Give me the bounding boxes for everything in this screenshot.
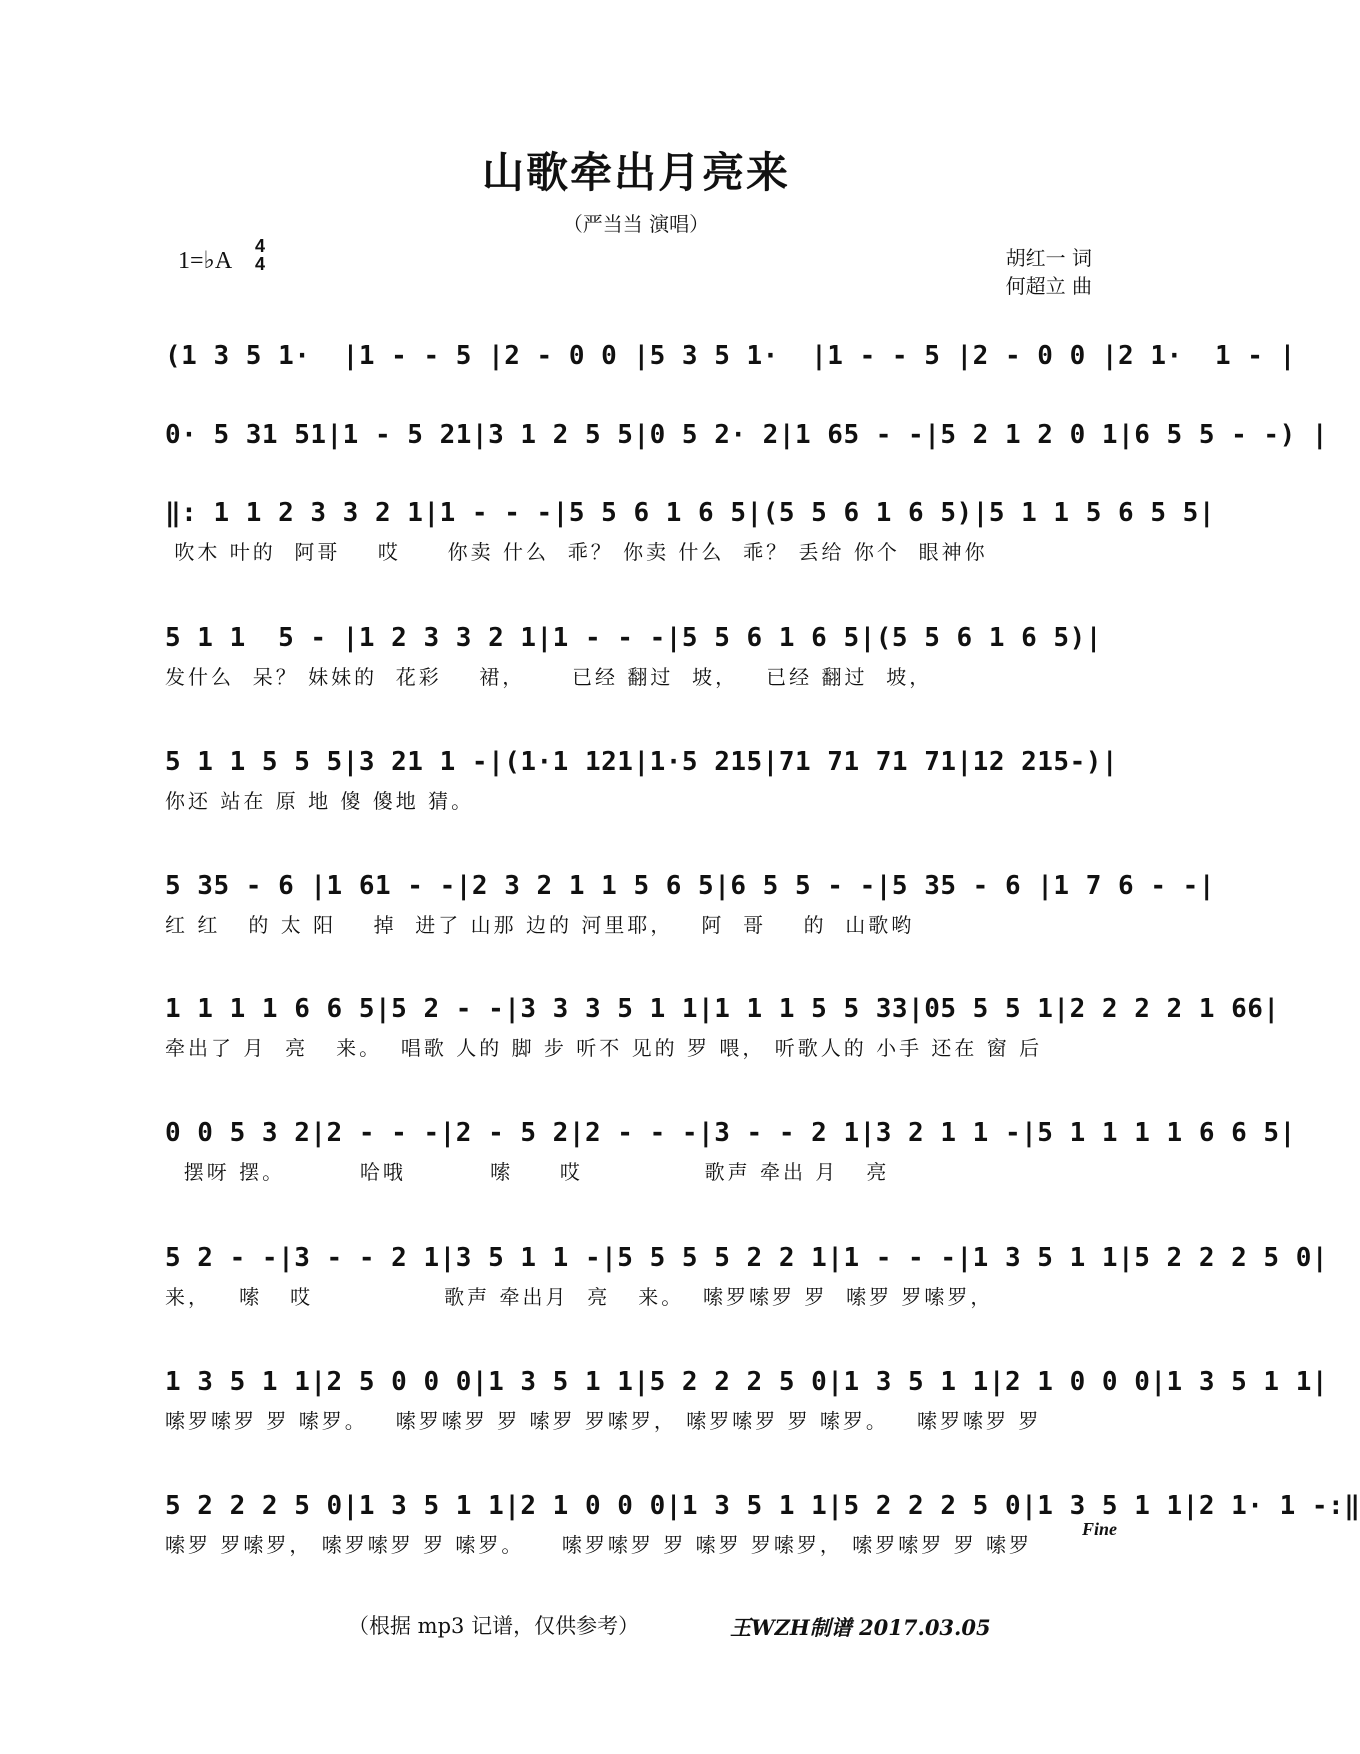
notation-line: 5 1 1 5 - |1 2 3 3 2 1|1 - - -|5 5 6 1 6 5|(5 5 6 1 6 5)| [165, 623, 1102, 653]
lyrics-line: 红 红 的 太 阳 掉 进了 山那 边的 河里耶， 阿 哥 的 山歌哟 [165, 913, 915, 937]
lyrics-line [165, 458, 1125, 490]
score-line-10 [165, 1361, 1329, 1437]
lyrics-line: 嗦罗 罗嗦罗， 嗦罗嗦罗 罗 嗦罗。 嗦罗嗦罗 罗 嗦罗 罗嗦罗， 嗦罗嗦罗 罗 嗦罗 [165, 1533, 1033, 1557]
score-line-6 [165, 865, 1215, 941]
performer-credit: （严当当 演唱） [562, 212, 710, 236]
time-signature-top: 4 [255, 236, 266, 256]
author-credits [1006, 244, 1092, 300]
lyrics-line: 来， 嗦 哎 歌声 牵出月 亮 来。 嗦罗嗦罗 罗 嗦罗 罗嗦罗， [165, 1285, 994, 1309]
score-line-4 [165, 617, 1125, 693]
lyrics-line: 嗦罗嗦罗 罗 嗦罗。 嗦罗嗦罗 罗 嗦罗 罗嗦罗， 嗦罗嗦罗 罗 嗦罗。 嗦罗嗦罗 罗 [165, 1409, 1042, 1433]
notation-line: (1 3 5 1· |1 - - 5 |2 - 0 0 |5 3 5 1· |1 - - 5 |2 - 0 0 |2 1· 1 - | [165, 341, 1296, 371]
song-title: 山歌牵出月亮来 [481, 148, 790, 197]
lyrics-line: 摆呀 摆。 哈哦 嗦 哎 歌声 牵出 月 亮 [165, 1160, 890, 1184]
notation-line: 5 1 1 5 5 5|3 21 1 -|(1·1 121|1·5 215|71 71 71 71|12 215-)| [165, 747, 1119, 777]
time-signature-bottom: 4 [255, 254, 266, 274]
transcriber-credit: 王WZH制谱 2017.03.05 [730, 1615, 991, 1640]
score-line-3 [165, 492, 1215, 568]
notation-line: ‖: 1 1 2 3 3 2 1|1 - - -|5 5 6 1 6 5|(5 5 6 1 6 5)|5 1 1 5 6 5 5| [165, 498, 1215, 528]
score-line-1 [165, 335, 1296, 411]
notation-line: 1 1 1 1 6 6 5|5 2 - -|3 3 3 5 1 1|1 1 1 5 5 33|05 5 5 1|2 2 2 2 1 66| [165, 994, 1280, 1024]
lyrics-line: 吹木 叶的 阿哥 哎 你卖 什么 乖？ 你卖 什么 乖？ 丢给 你个 眼神你 [165, 540, 988, 564]
score-line-2 [165, 414, 1329, 490]
score-line-7 [165, 988, 1280, 1064]
lyrics-line [165, 379, 1125, 411]
score-line-8 [165, 1112, 1296, 1188]
notation-line: 0 0 5 3 2|2 - - -|2 - 5 2|2 - - -|3 - - 2 1|3 2 1 1 -|5 1 1 1 1 6 6 5| [165, 1118, 1296, 1148]
fine-marking: Fine [1082, 1519, 1118, 1539]
score-line-11 [165, 1485, 1360, 1561]
transcription-note: （根据 mp3 记谱，仅供参考） [348, 1614, 640, 1638]
composer-credit: 何超立 曲 [1005, 274, 1092, 298]
lyrics-line: 发什么 呆？ 妹妹的 花彩 裙， 已经 翻过 坡， 已经 翻过 坡， [165, 665, 933, 689]
notation-line: 0· 5 31 51|1 - 5 21|3 1 2 5 5|0 5 2· 2|1 65 - -|5 2 1 2 0 1|6 5 5 - -) | [165, 420, 1329, 450]
notation-line: 1 3 5 1 1|2 5 0 0 0|1 3 5 1 1|5 2 2 2 5 0|1 3 5 1 1|2 1 0 0 0|1 3 5 1 1| [165, 1367, 1329, 1397]
notation-line: 5 2 - -|3 - - 2 1|3 5 1 1 -|5 5 5 5 2 2 1|1 - - -|1 3 5 1 1|5 2 2 2 5 0| [165, 1243, 1329, 1273]
key-signature: 1=♭A [178, 248, 233, 274]
lyrics-line: 牵出了 月 亮 来。 唱歌 人的 脚 步 听不 见的 罗 喂， 听歌人的 小手 还在 窗 后 [165, 1036, 1043, 1060]
lyricist-credit: 胡红一 词 [1005, 246, 1092, 270]
time-signature [255, 237, 265, 273]
score-line-9 [165, 1237, 1329, 1313]
lyrics-line: 你还 站在 原 地 傻 傻地 猜。 [165, 789, 475, 813]
score-line-5 [165, 741, 1125, 817]
notation-line: 5 35 - 6 |1 61 - -|2 3 2 1 1 5 6 5|6 5 5 - -|5 35 - 6 |1 7 6 - -| [165, 871, 1215, 901]
notation-line: 5 2 2 2 5 0|1 3 5 1 1|2 1 0 0 0|1 3 5 1 1|5 2 2 2 5 0|1 3 5 1 1|2 1· 1 -:‖ [165, 1491, 1360, 1521]
